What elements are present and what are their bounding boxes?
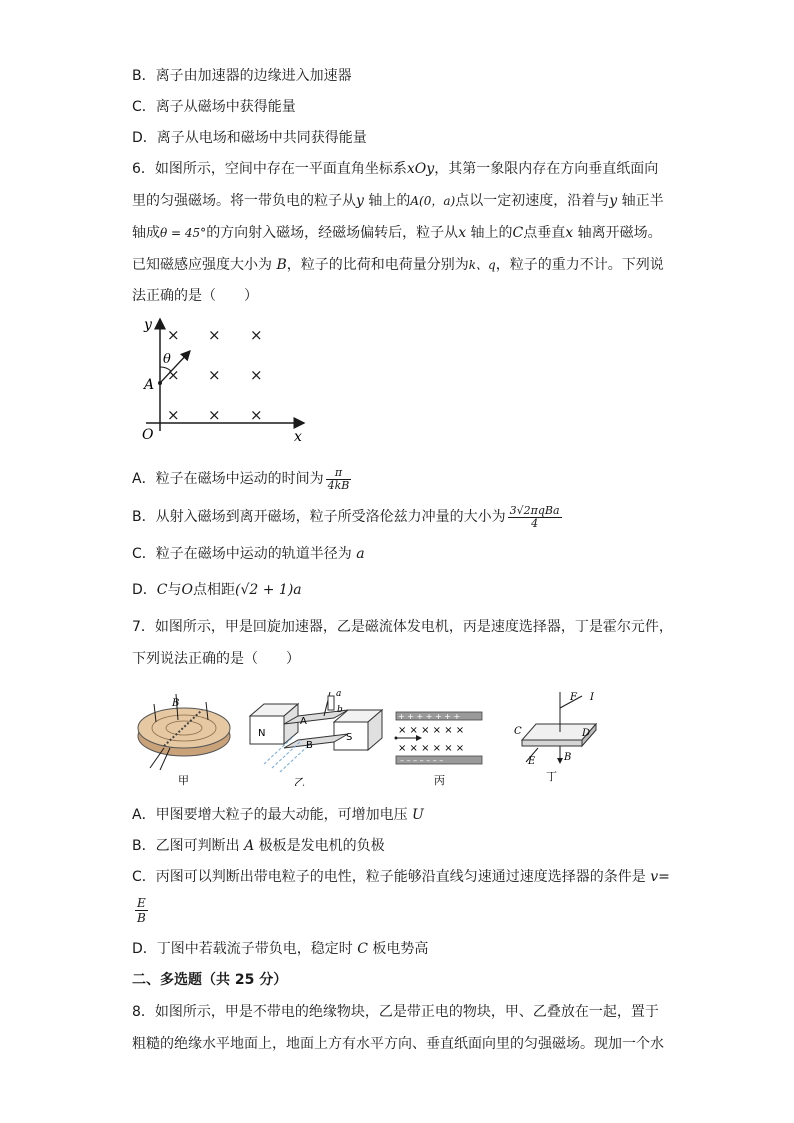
q6-stem-seg: y: [356, 193, 364, 209]
q6-stem-seg: x: [565, 225, 574, 241]
hall-c-label: C: [514, 726, 522, 737]
fraction-numerator: π: [326, 467, 352, 480]
mhd-b-label: B: [306, 740, 313, 751]
q6-stem-line1: [132, 159, 658, 179]
field-cross: ×: [208, 366, 221, 384]
hall-element-figure: [514, 692, 596, 783]
q6-option-d-expr: (√2 + 1)a: [234, 582, 302, 598]
field-cross: ×: [167, 366, 180, 384]
hall-e-label: E: [528, 756, 536, 767]
q7-option-d-text: 板电势高: [367, 941, 429, 957]
q6-stem-seg: 点垂直: [523, 225, 566, 241]
field-cross: ×: [250, 406, 263, 424]
q6-option-c-text: C．粒子在磁场中运动的轨道半径为: [132, 546, 357, 562]
field-cross: ×: [250, 366, 263, 384]
fraction-numerator: 3√2πqBa: [509, 503, 560, 517]
q6-stem-seg: ，粒子的比荷和电荷量分别为: [286, 257, 469, 273]
cyclotron-figure: [138, 694, 230, 786]
q6-stem-seg: y: [609, 193, 618, 209]
selector-plus-row: + + + + + + +: [398, 712, 461, 721]
q6-stem-seg: 轴正半: [617, 193, 664, 209]
magnetic-field-crosses: [167, 326, 263, 424]
q8-stem-line2: 粗糙的绝缘水平地面上，地面上方有水平方向、垂直纸面向里的匀强磁场。现加一个水: [132, 1036, 664, 1052]
fraction-numerator: E: [135, 896, 148, 911]
q6-option-d: [132, 580, 302, 600]
q6-stem-seg: ，粒子的重力不计。下列说: [495, 257, 664, 273]
mhd-b-terminal: b: [337, 705, 343, 715]
field-cross: ×: [167, 326, 180, 344]
q6-stem-seg: A(0，a): [410, 194, 456, 208]
q6-option-a-fraction: [326, 467, 352, 492]
field-cross: ×: [167, 406, 180, 424]
field-cross: ×: [250, 326, 263, 344]
point-a-label: A: [144, 377, 155, 393]
q6-stem-line2: [132, 191, 664, 211]
q6-stem-seg: B: [276, 257, 287, 273]
q6-stem-seg: xOy: [406, 161, 435, 177]
fraction-denominator: 4: [531, 516, 539, 530]
q7-stem-line1: 7．如图所示，甲是回旋加速器，乙是磁流体发电机，丙是速度选择器，丁是霍尔元件，: [132, 619, 673, 635]
q7-option-b-prefix: B．乙图可判断出: [132, 838, 245, 854]
q6-option-d-c: C: [156, 582, 168, 598]
q6-option-a-text: A．粒子在磁场中运动的时间为: [132, 471, 324, 487]
mhd-a-terminal: a: [336, 689, 342, 699]
q8-stem-line1: 8．如图所示，甲是不带电的绝缘物块，乙是带正电的物块，甲、乙叠放在一起，置于: [132, 1004, 659, 1020]
caption-ding: 丁: [546, 770, 557, 783]
q7-option-b-text: 极板是发电机的负极: [254, 838, 385, 854]
q6-stem-seg: 点以一定初速度，沿着与: [455, 193, 610, 209]
q6-stem-seg: 轴离开磁场。: [573, 225, 662, 241]
x-axis-label: x: [294, 429, 302, 445]
angle-label: θ: [163, 352, 171, 367]
hall-i-label: I: [590, 692, 594, 703]
q7-option-a-var: U: [412, 807, 424, 823]
q7-option-b: [132, 836, 385, 856]
q7-option-d-prefix: D．丁图中若载流子带负电，稳定时: [132, 941, 358, 957]
q6-stem-seg: k、q: [468, 258, 496, 272]
q6-stem-seg: x: [458, 225, 467, 241]
field-cross: ×: [208, 406, 221, 424]
mhd-generator-figure: [250, 689, 382, 786]
mhd-s-label: S: [346, 732, 353, 743]
selector-cross-row: × × × × × ×: [398, 725, 465, 736]
q6-option-b: [132, 503, 564, 531]
q6-stem-seg: 已知磁感应强度大小为: [132, 257, 277, 273]
mhd-a-label: A: [300, 716, 307, 727]
q7-stem-line2: 下列说法正确的是（ ）: [132, 651, 300, 667]
selector-cross-row: × × × × × ×: [398, 743, 465, 754]
q6-stem-seg: θ = 45°: [160, 226, 207, 240]
q6-stem-seg: 里的匀强磁场。将一带负电的粒子从: [132, 193, 356, 209]
hall-b-label: B: [564, 752, 572, 763]
hall-f-label: F: [570, 692, 577, 703]
q5-option-c: C．离子从磁场中获得能量: [132, 99, 296, 115]
caption-yi: 乙: [294, 776, 305, 786]
q6-stem-seg: ，其第一象限内存在方向垂直纸面向: [434, 161, 659, 177]
q7-option-c-var: v=: [650, 869, 670, 885]
caption-bing: 丙: [434, 774, 445, 786]
q6-stem-line4: [132, 255, 664, 275]
q7-option-b-var: A: [244, 838, 255, 854]
q6-stem-seg: 的方向射入磁场，经磁场偏转后，粒子从: [206, 225, 459, 241]
q7-option-c-text: C．丙图可以判断出带电粒子的电性，粒子能够沿直线匀速通过速度选择器的条件是: [132, 869, 651, 885]
q6-stem-seg: 6．如图所示，空间中存在一平面直角坐标系: [132, 161, 407, 177]
q5-option-d: D．离子从电场和磁场中共同获得能量: [132, 130, 367, 146]
y-axis-label: y: [144, 317, 152, 333]
q6-option-b-text: B．从射入磁场到离开磁场，粒子所受洛伦兹力冲量的大小为: [132, 509, 506, 525]
q6-option-d-text: 点相距: [192, 582, 235, 598]
q6-option-c: [132, 544, 365, 564]
hall-d-label: D: [582, 728, 591, 739]
q5-option-b: B．离子由加速器的边缘进入加速器: [132, 68, 352, 84]
q6-stem-line3: [132, 223, 662, 243]
q6-option-d-mid: 与: [167, 582, 182, 598]
q6-stem-seg: 轴成: [132, 225, 160, 241]
q6-option-d-prefix: D．: [132, 582, 157, 598]
q7-option-a: [132, 805, 424, 825]
q7-option-c: [132, 867, 670, 887]
q6-stem-seg: 轴上的: [363, 193, 411, 209]
fraction-denominator: 4kB: [327, 478, 350, 492]
q7-option-d: [132, 939, 428, 959]
field-cross: ×: [208, 326, 221, 344]
caption-jia: 甲: [178, 774, 189, 786]
mhd-n-label: N: [258, 728, 266, 739]
q7-option-d-var: C: [357, 941, 368, 957]
selector-minus-row: – – – – – – –: [400, 756, 444, 765]
q6-stem-seg: 轴上的: [466, 225, 513, 241]
fraction-denominator: B: [137, 911, 146, 925]
origin-label: O: [142, 427, 154, 443]
q6-stem-seg: C: [512, 225, 524, 241]
q7-option-c-fraction: [135, 896, 148, 925]
q7-option-a-text: A．甲图要增大粒子的最大动能，可增加电压: [132, 807, 413, 823]
q6-option-a: [132, 465, 353, 493]
cyclotron-b-label: B: [172, 698, 180, 709]
q6-stem-line5: 法正确的是（ ）: [132, 288, 258, 304]
velocity-selector-figure: [395, 712, 483, 786]
section-heading-multiple-choice: 二、多选题（共 25 分）: [132, 972, 288, 988]
q6-option-c-var: a: [356, 546, 365, 562]
q7-figures: [134, 686, 614, 786]
q6-coordinate-figure: [134, 315, 314, 447]
q6-option-d-o: O: [181, 582, 193, 598]
q6-option-b-fraction: [508, 505, 562, 530]
